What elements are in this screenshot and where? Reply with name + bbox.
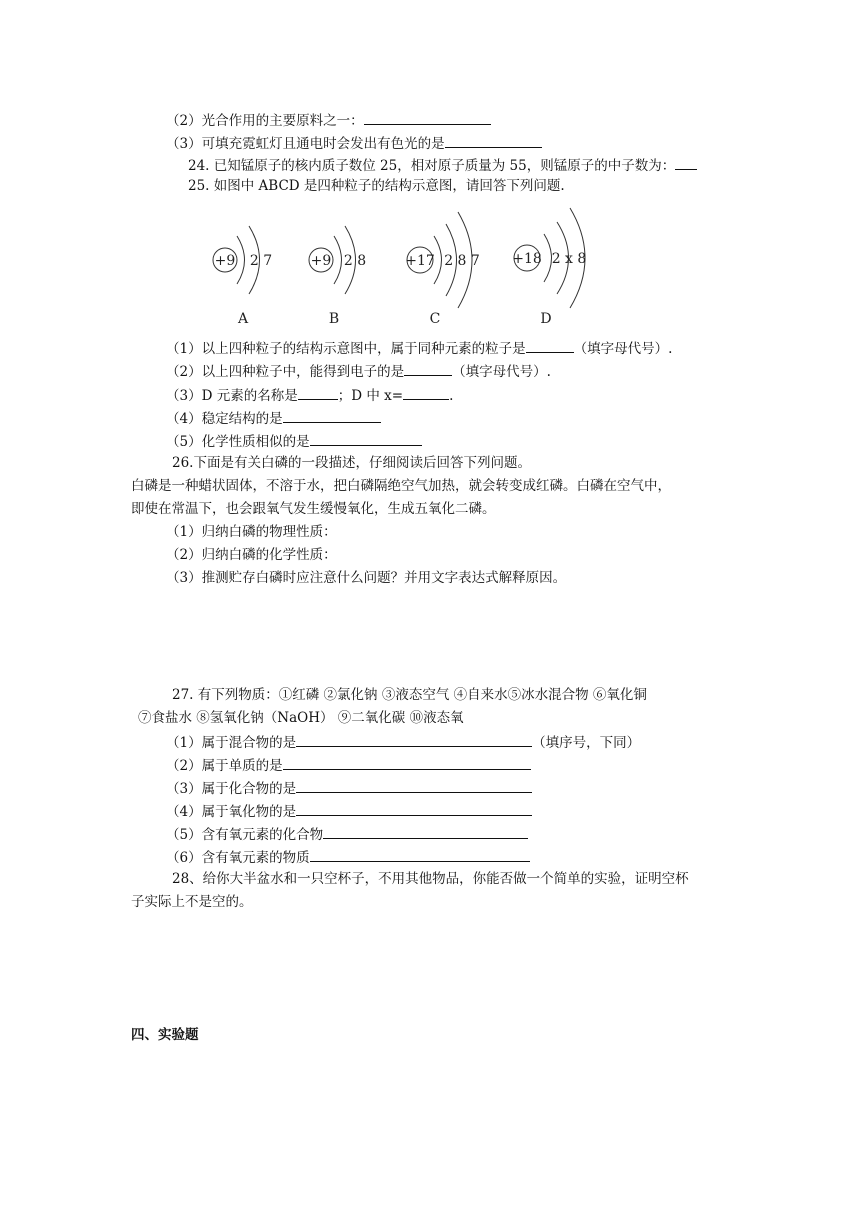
question-27-stem-line-2: ⑦食盐水 ⑧氢氧化钠（NaOH） ⑨二氧化碳 ⑩液态氧 — [138, 710, 464, 726]
shell-arc — [334, 236, 342, 284]
diagram-label-b: B — [328, 311, 340, 327]
answer-blank[interactable] — [404, 361, 452, 376]
nucleus-charge-a: +9 — [214, 253, 236, 269]
answer-blank[interactable] — [283, 755, 531, 770]
answer-blank[interactable] — [296, 778, 532, 793]
answer-blank[interactable] — [323, 824, 528, 839]
q26-item-3: （3）推测贮存白磷时应注意什么问题？并用文字表达式解释原因。 — [166, 570, 567, 586]
q27-item-5: （5）含有氧元素的化合物 — [166, 824, 528, 844]
section-heading-experiment: 四、实验题 — [131, 1027, 199, 1043]
answer-blank[interactable] — [310, 847, 530, 862]
shell-arc — [434, 236, 442, 284]
diagram-label-c: C — [429, 311, 441, 327]
answer-blank[interactable] — [298, 385, 338, 400]
answer-blank[interactable] — [675, 155, 697, 170]
diagram-label-d: D — [540, 311, 552, 327]
question-26-stem: 26.下面是有关白磷的一段描述，仔细阅读后回答下列问题。 — [172, 455, 531, 471]
atomic-structure-diagrams — [0, 198, 860, 348]
q25-item-5: （5）化学性质相似的是 — [166, 431, 422, 451]
q27-item-2: （2）属于单质的是 — [166, 755, 531, 775]
q23-item-2: （2）光合作用的主要原料之一： — [166, 110, 491, 130]
q27-item-4: （4）属于氧化物的是 — [166, 801, 532, 821]
q27-item-6: （6）含有氧元素的物质 — [166, 847, 530, 867]
answer-blank[interactable] — [283, 408, 381, 423]
shell-electrons-d: 2 x 8 — [551, 251, 587, 267]
answer-blank[interactable] — [296, 801, 532, 816]
shell-electrons-b: 2 8 — [343, 253, 367, 269]
q26-item-1: （1）归纳白磷的物理性质： — [166, 524, 337, 540]
shell-electrons-a: 2 7 — [249, 253, 273, 269]
question-26-passage-line-1: 白磷是一种蜡状固体，不溶于水，把白磷隔绝空气加热，就会转变成红磷。白磷在空气中， — [131, 478, 671, 494]
answer-blank[interactable] — [445, 133, 542, 148]
shell-arc — [237, 236, 245, 284]
answer-blank[interactable] — [403, 385, 449, 400]
question-26-passage-line-2: 即使在常温下，也会跟氧气发生缓慢氧化，生成五氧化二磷。 — [131, 501, 496, 517]
diagram-label-a: A — [237, 311, 249, 327]
question-28-line-2: 子实际上不是空的。 — [131, 894, 253, 910]
q27-item-3: （3）属于化合物的是 — [166, 778, 532, 798]
q23-item-3: （3）可填充霓虹灯且通电时会发出有色光的是 — [166, 133, 542, 153]
q25-item-3: （3）D 元素的名称是 ；D 中 x= . — [166, 385, 453, 405]
question-25-stem: 25. 如图中 ABCD 是四种粒子的结构示意图，请回答下列问题. — [188, 178, 565, 194]
nucleus-charge-b: +9 — [310, 253, 332, 269]
q25-item-2: （2）以上四种粒子中，能得到电子的是 （填字母代号）. — [166, 361, 551, 381]
shell-electrons-c: 2 8 7 — [444, 253, 480, 269]
q26-item-2: （2）归纳白磷的化学性质： — [166, 547, 337, 563]
q25-item-4: （4）稳定结构的是 — [166, 408, 381, 428]
answer-blank[interactable] — [310, 431, 422, 446]
shell-arc — [544, 234, 552, 282]
question-24: 24. 已知锰原子的核内质子数位 25，相对原子质量为 55，则锰原子的中子数为： — [188, 155, 697, 175]
answer-blank[interactable] — [526, 338, 574, 353]
nucleus-charge-d: +18 — [512, 251, 542, 267]
question-27-stem-line-1: 27. 有下列物质：①红磷 ②氯化钠 ③液态空气 ④自来水⑤冰水混合物 ⑥氧化铜 — [172, 687, 647, 703]
q27-item-1: （1）属于混合物的是 （填序号，下同） — [166, 732, 640, 752]
answer-blank[interactable] — [296, 732, 532, 747]
q25-item-1: （1）以上四种粒子的结构示意图中，属于同种元素的粒子是 （填字母代号）. — [166, 338, 672, 358]
nucleus-charge-c: +17 — [405, 253, 435, 269]
answer-blank[interactable] — [364, 110, 491, 125]
question-28-line-1: 28、给你大半盆水和一只空杯子，不用其他物品，你能否做一个简单的实验，证明空杯 — [172, 871, 689, 887]
